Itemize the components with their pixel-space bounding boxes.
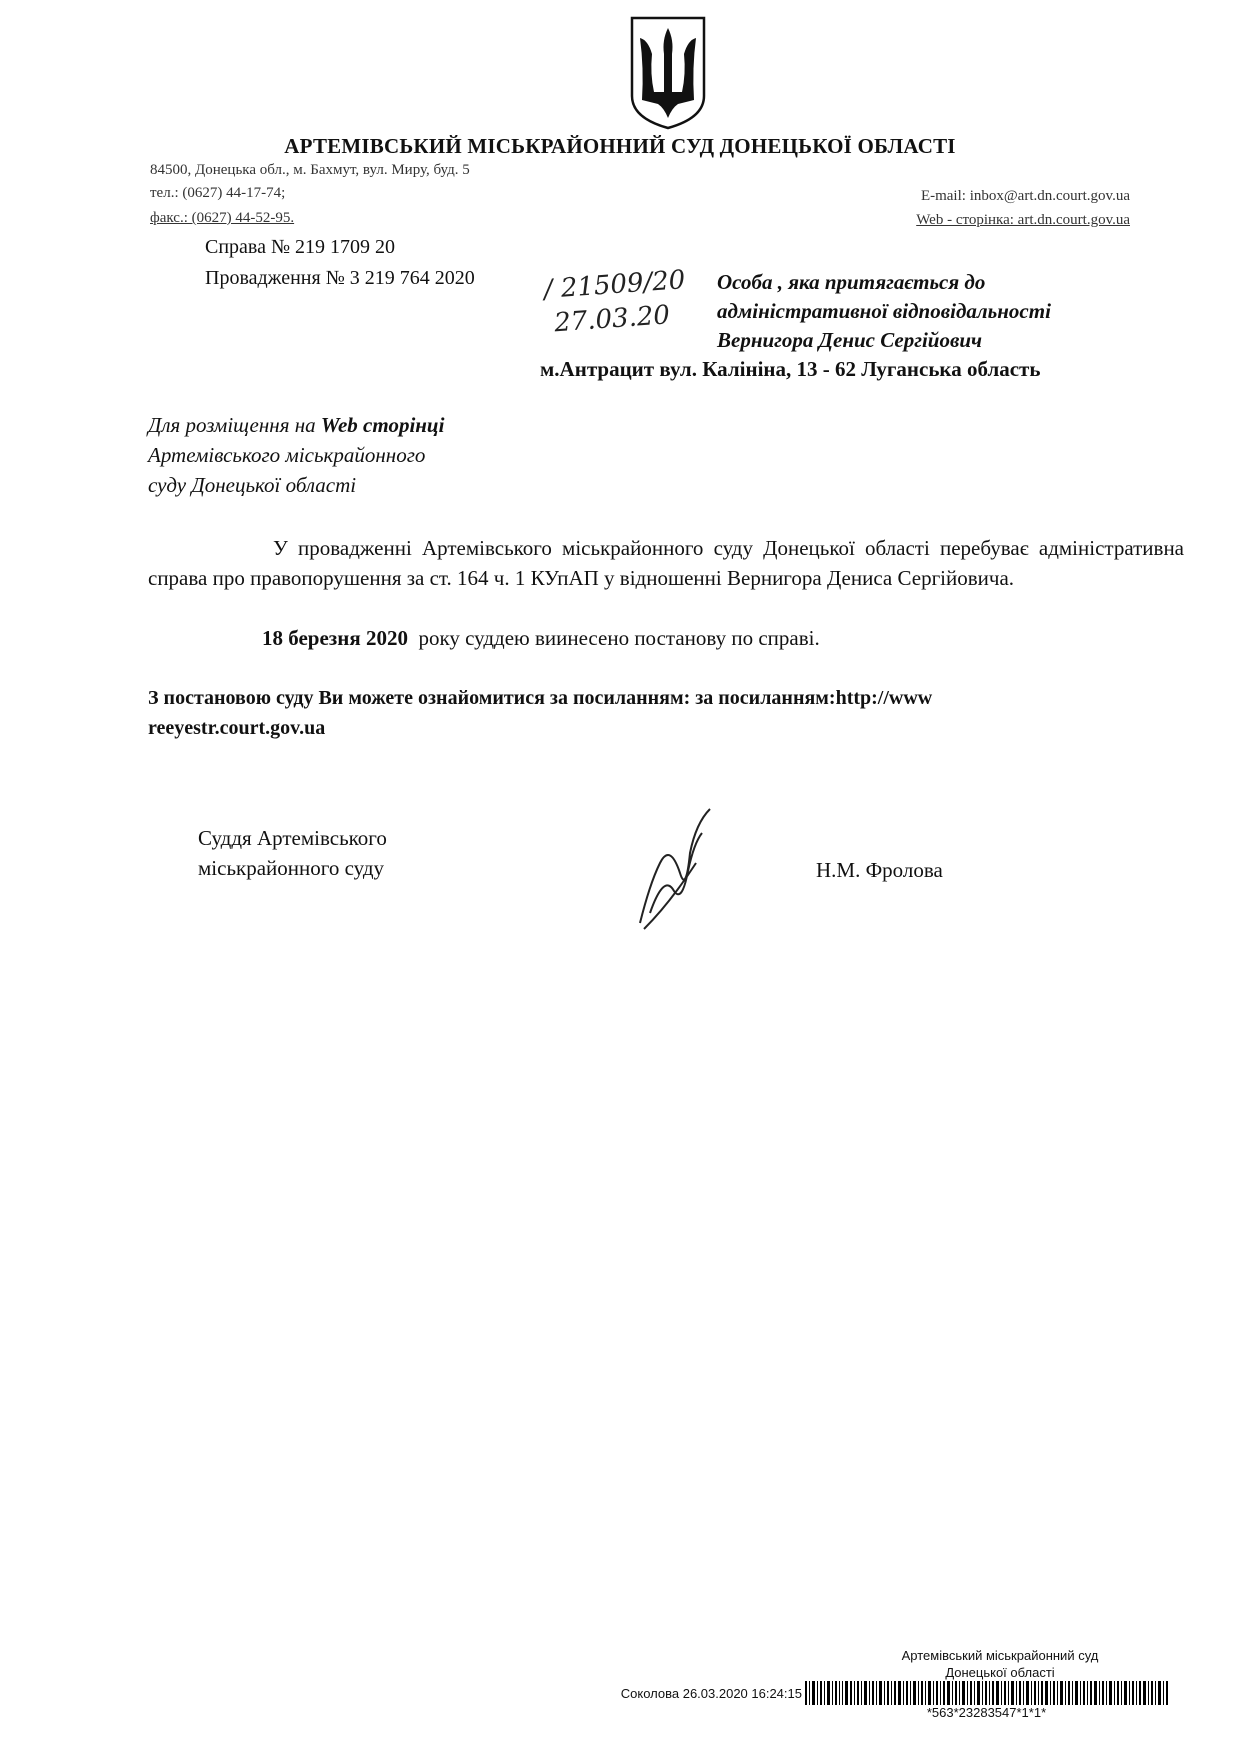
coat-of-arms-emblem: [626, 14, 710, 132]
web-note-line3: суду Донецької області: [148, 473, 357, 497]
barcode: [805, 1681, 1168, 1705]
decision-link-notice: [148, 683, 1184, 743]
barcode-code: *563*23283547*1*1*: [926, 1705, 1047, 1720]
case-number: Справа № 219 1709 20: [205, 236, 396, 258]
court-fax: факс.: (0627) 44-52-95.: [150, 210, 295, 226]
signatory-name: Н.М. Фролова: [816, 858, 943, 882]
handwritten-ref: / 21509/20: [542, 265, 687, 305]
body-paragraph-text: У провадженні Артемівського міськрайонного суду Донецької області перебуває адміністративна справа про правопорушення за ст. 164 ч. 1 КУпАП у відношенні Вернигора Дениса Сергійовича.: [148, 536, 1184, 590]
footer-registrar-stamp: Соколова 26.03.2020 16:24:15: [620, 1686, 802, 1701]
court-email: E-mail: inbox@art.dn.court.gov.ua: [920, 188, 1130, 204]
web-note-line2: Артемівського міськрайонного: [148, 443, 426, 467]
body-paragraph: [148, 533, 1184, 593]
web-note-bold: Web сторінці: [320, 413, 445, 437]
recipient-role-line2: адміністративної відповідальності: [717, 299, 1051, 323]
web-note-prefix: Для розміщення на: [148, 413, 321, 437]
handwritten-date: 27.03.20: [553, 300, 671, 339]
recipient-role-line1: Особа , яка притягається до: [717, 270, 986, 294]
decision-date: 18 березня 2020: [262, 626, 408, 650]
web-placement-note: [148, 410, 444, 500]
footer-court-line2: Донецької області: [945, 1665, 1055, 1680]
signatory-role-line2: міськрайонного суду: [198, 856, 385, 880]
recipient-address: м.Антрацит вул. Калініна, 13 - 62 Луганська область: [540, 357, 1041, 381]
handwritten-registration: [543, 263, 689, 341]
signatory-role-line1: Суддя Артемівського: [198, 826, 387, 850]
court-address: 84500, Донецька обл., м. Бахмут, вул. Миру, буд. 5: [150, 162, 470, 178]
footer-court-line1: Артемівський міськрайонний суд: [901, 1648, 1099, 1663]
decision-date-line: [262, 626, 820, 651]
recipient-name: Вернигора Денис Сергійович: [717, 328, 983, 352]
court-website: Web - сторінка: art.dn.court.gov.ua: [916, 212, 1130, 228]
court-name: АРТЕМІВСЬКИЙ МІСЬКРАЙОННИЙ СУД ДОНЕЦЬКОЇ ОБЛАСТІ: [284, 134, 956, 158]
court-phone: тел.: (0627) 44-17-74;: [150, 185, 286, 201]
notice-link: reeyestr.court.gov.ua: [148, 717, 326, 739]
notice-line1: З постановою суду Ви можете ознайомитися за посиланням: за посиланням:http://www: [148, 687, 933, 709]
footer-court-stamp: [850, 1647, 1150, 1681]
signatory-role: [198, 823, 387, 883]
decision-date-rest: року суддею виинесено постанову по справі.: [407, 626, 820, 650]
proceeding-number: Провадження № 3 219 764 2020: [205, 267, 475, 289]
signature-mark: [630, 803, 720, 933]
recipient-block: [717, 268, 1051, 355]
